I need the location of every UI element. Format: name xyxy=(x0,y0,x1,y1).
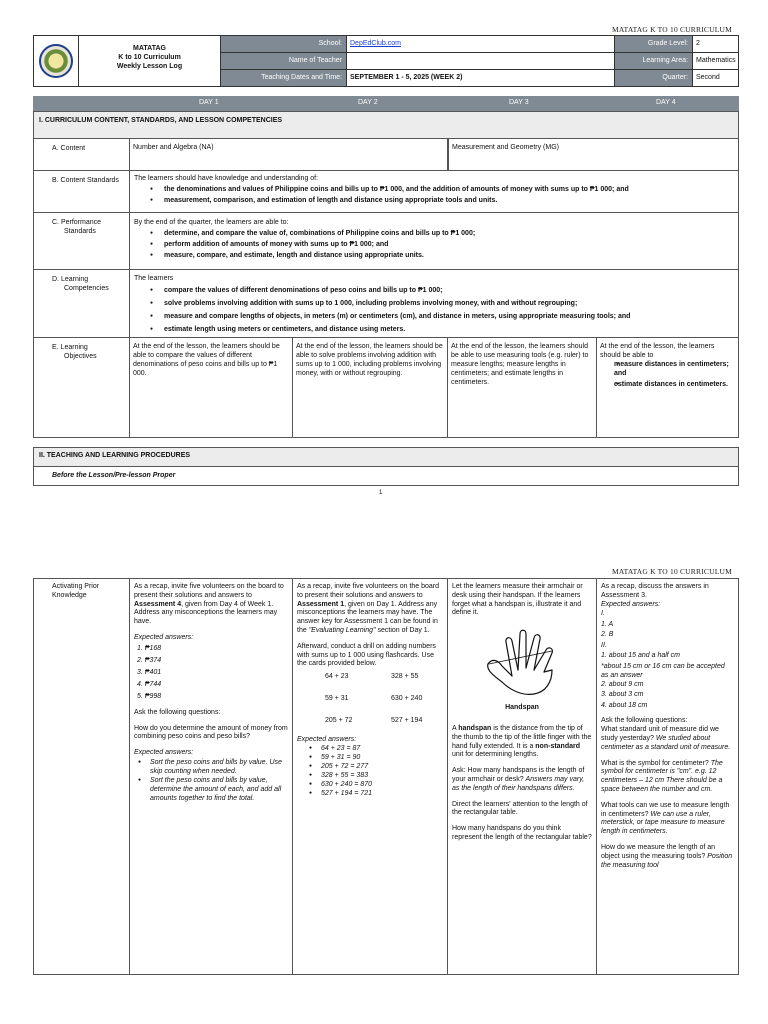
competency-item: ● estimate length using meters or centimeters, and distance using meters. xyxy=(134,323,734,336)
answer-item: 1. ₱168 xyxy=(137,644,162,652)
area-label: Learning Area: xyxy=(615,53,693,69)
learning-objectives-label: E. Learning Objectives xyxy=(34,338,130,437)
flashcard: 205 + 72 xyxy=(325,716,353,724)
quarter-label: Quarter: xyxy=(615,70,693,86)
performance-item: ● perform addition of amounts of money with sums up to ₱1 000; and xyxy=(134,239,734,250)
content-day34: Measurement and Geometry (MG) xyxy=(448,139,738,170)
curriculum-label-page2: MATATAG K TO 10 CURRICULUM xyxy=(612,567,732,576)
answer-item: ● 630 + 240 = 870 xyxy=(321,780,443,789)
performance-item: ● determine, and compare the value of, combinations of Philippine coins and bills up to ₱1 000; xyxy=(134,228,734,239)
day-2-header: DAY 2 xyxy=(358,99,378,106)
header-title: MATATAG K to 10 Curriculum Weekly Lesson Log xyxy=(78,36,221,86)
objective-day4-item: ● measure distances in centimeters; and xyxy=(600,360,735,378)
answer-item: ● Sort the peso coins and bills by value, determine the amount of each, and add all amounts together to find the total. xyxy=(150,776,288,803)
answer-item: ● Sort the peso coins and bills by value. Use skip counting when needed. xyxy=(150,758,288,776)
grade-label: Grade Level: xyxy=(615,36,693,52)
standards-intro: The learners should have knowledge and understanding of: xyxy=(134,175,319,182)
objective-day4-item: ● estimate distances in centimeters. xyxy=(600,380,735,389)
answer-item: 5. ₱998 xyxy=(137,692,162,700)
standards-item: ● the denominations and values of Philippine coins and bills up to ₱1 000, and the addition of amounts of money with sums up to ₱1 000; and xyxy=(134,184,734,195)
grade-value: 2 xyxy=(693,36,738,52)
content-standards-label: B. Content Standards xyxy=(34,171,130,212)
answer-item: 3. ₱401 xyxy=(137,668,162,676)
answer-item: ● 328 + 55 = 383 xyxy=(321,771,443,780)
dates-label: Teaching Dates and Time: xyxy=(221,70,347,86)
competency-item: ● measure and compare lengths of objects, in meters (m) or centimeters (cm), and distance in meters, using appropriate measuring tools; and xyxy=(134,310,734,323)
content-row xyxy=(33,139,739,171)
apk-day2: As a recap, invite five volunteers on the board to present their solutions and answers to Assessment 1, given on Day 1. Address any misconceptions the learners may have. The answer key for Assessment 1 can be found in the "Evaluating Learning" section of Day 1. Afterward, conduct a drill on adding numbers with sums up to 1 000 using flashcards. Use the cards provided below. 64 + 23 328 + 55 59 + 31 630 + 240 205 + 72 527 + 194 Expected answers: ● 64 + 23 = 87 ● 59 + 31 = 90 ● 205 + 72 = 277 ● 328 + 55 = 383 ● 630 + 240 = 870 ● 527 + 194 = 721 xyxy=(293,579,448,974)
standards-item: ● measurement, comparison, and estimation of length and distance using appropriate tools and units. xyxy=(134,195,734,206)
activating-prior-knowledge-label: Activating Prior Knowledge xyxy=(34,579,130,974)
flashcard: 64 + 23 xyxy=(325,673,349,681)
performance-item: ● measure, compare, and estimate, length and distance using appropriate units. xyxy=(134,250,734,261)
page-number: 1 xyxy=(379,490,383,496)
competencies-intro: The learners xyxy=(134,275,174,282)
school-link[interactable]: DepEdClub.com xyxy=(347,36,615,52)
day-3-header: DAY 3 xyxy=(509,99,529,106)
answer-item: 4. ₱744 xyxy=(137,680,162,688)
dates-value: SEPTEMBER 1 - 5, 2025 (WEEK 2) xyxy=(347,70,615,86)
seal-icon xyxy=(39,44,73,78)
learning-competencies-label: D. Learning Competencies xyxy=(34,270,130,337)
curriculum-label: MATATAG K TO 10 CURRICULUM xyxy=(612,25,732,34)
day-header-row xyxy=(33,96,739,111)
content-day12: Number and Algebra (NA) xyxy=(130,139,448,170)
content-label: A. Content xyxy=(34,139,130,170)
objectives-day1: At the end of the lesson, the learners should be able to compare the values of different denominations of peso coins and bills up to ₱1 000. xyxy=(130,338,293,437)
day4-answers: I. 1. A 2. B II. 1. about 15 and a half cm *about 15 cm or 16 cm can be accepted as an answer 2. about 9 cm 3. about 3 cm 4. about 18 cm xyxy=(601,610,725,709)
handspan-caption: Handspan xyxy=(505,704,539,712)
teacher-label: Name of Teacher xyxy=(221,53,347,69)
deped-seal-logo xyxy=(34,36,78,86)
performance-standards-label: C. Performance Standards xyxy=(34,213,130,269)
flashcards xyxy=(297,673,443,725)
question-text: How do you determine the amount of money from combining peso coins and peso bills? xyxy=(134,724,288,741)
ask-text: Ask the following questions: xyxy=(134,708,221,716)
before-lesson-label: Before the Lesson/Pre-lesson Proper xyxy=(52,472,176,479)
flashcard: 328 + 55 xyxy=(391,673,419,681)
area-value: Mathematics xyxy=(693,53,738,69)
answer-item: ● 64 + 23 = 87 xyxy=(321,744,443,753)
objectives-day3: At the end of the lesson, the learners should be able to use measuring tools (e.g. ruler) to measure lengths; measure lengths in centimeters; and estimate lengths in centimeters. xyxy=(448,338,597,437)
apk-day4: As a recap, discuss the answers in Assessment 3. Expected answers: I. 1. A 2. B II. 1. about 15 and a half cm *about 15 cm or 16 cm can be accepted as an answer 2. about 9 cm 3. about 3 cm 4. about 18 cm Ask the following questions: What standard unit of measure did we study yesterday? We studied about centimeter as a standard unit of measure. What is the symbol for centimeter? The symbol for centimeter is "cm". e.g. 12 centimeters – 12 cm There should be a space between the number and cm. What tools can we use to measure length in centimeters? We can use a ruler, meterstick, or tape measure to measure length in centimeters. How do we measure the length of an object using the measuring tools? Position the measuring tool xyxy=(601,583,733,869)
expected-answers-label: Expected answers: xyxy=(134,633,194,641)
answer-item: ● 527 + 194 = 721 xyxy=(321,789,443,798)
apk-day3: Let the learners measure their armchair or desk using their handspan. If the learners forget what a handspan is, illustrate it and define it. Handspan A handspan is the distance from the tip of the thumb to the tip of the little finger with the hand fully extended. It is a non-standard unit for determining lengths. Ask: How many handspans is the length of your armchair or desk? Answers may vary, as the length of their handspans differs. Direct the learners' attention to the length of the rectangular table. How many handspans do you think represent the length of the rectangular table? xyxy=(448,579,597,974)
competency-item: ● compare the values of different denominations of peso coins and bills up to ₱1 000; xyxy=(134,284,734,297)
handspan-illustration xyxy=(482,624,562,702)
learning-objectives-row xyxy=(33,338,739,438)
answer-item: ● 59 + 31 = 90 xyxy=(321,753,443,762)
content-standards-row xyxy=(33,171,739,213)
day-1-header: DAY 1 xyxy=(199,99,219,106)
teacher-value xyxy=(347,53,615,69)
performance-intro: By the end of the quarter, the learners are able to: xyxy=(134,219,289,226)
before-lesson-row xyxy=(33,467,739,486)
flashcard: 527 + 194 xyxy=(391,716,423,724)
objectives-day2: At the end of the lesson, the learners should be able to solve problems involving addition with sums up to 1 000, including problems involving money, with or without regrouping. xyxy=(293,338,448,437)
section-2-heading: II. TEACHING AND LEARNING PROCEDURES xyxy=(33,447,739,467)
flashcard: 630 + 240 xyxy=(391,694,423,702)
flashcard: 59 + 31 xyxy=(325,694,349,702)
activating-prior-knowledge-table xyxy=(33,578,739,975)
performance-standards-row xyxy=(33,213,739,270)
answer-item: ● 205 + 72 = 277 xyxy=(321,762,443,771)
learning-competencies-row xyxy=(33,270,739,338)
day-4-header: DAY 4 xyxy=(656,99,676,106)
answer-item: 2. ₱374 xyxy=(137,656,162,664)
school-label: School: xyxy=(221,36,347,52)
lesson-log-header xyxy=(33,35,739,87)
apk-day1: As a recap, invite five volunteers on the board to present their solutions and answers to Assessment 4, given from Day 4 of Week 1. Address any misconceptions the learners may have. Expected answers: 1. ₱168 2. ₱374 3. ₱401 4. ₱744 5. ₱998 Ask the following questions: How do you determine the amount of money from combining peso coins and peso bills? Expected answers: ● Sort the peso coins and bills by value. Use skip counting when needed. ● Sort the peso coins and bills by value, determine the amount of each, and add all amounts together to find the total. xyxy=(130,579,293,974)
quarter-value: Second xyxy=(693,70,738,86)
objectives-day4: At the end of the lesson, the learners should be able to ● measure distances in centimeters; and ● estimate distances in centimeters. xyxy=(597,338,738,437)
competency-item: ● solve problems involving addition with sums up to 1 000, including problems involving money, with and without regrouping; xyxy=(134,297,734,310)
section-1-heading: I. CURRICULUM CONTENT, STANDARDS, AND LESSON COMPETENCIES xyxy=(33,111,739,139)
